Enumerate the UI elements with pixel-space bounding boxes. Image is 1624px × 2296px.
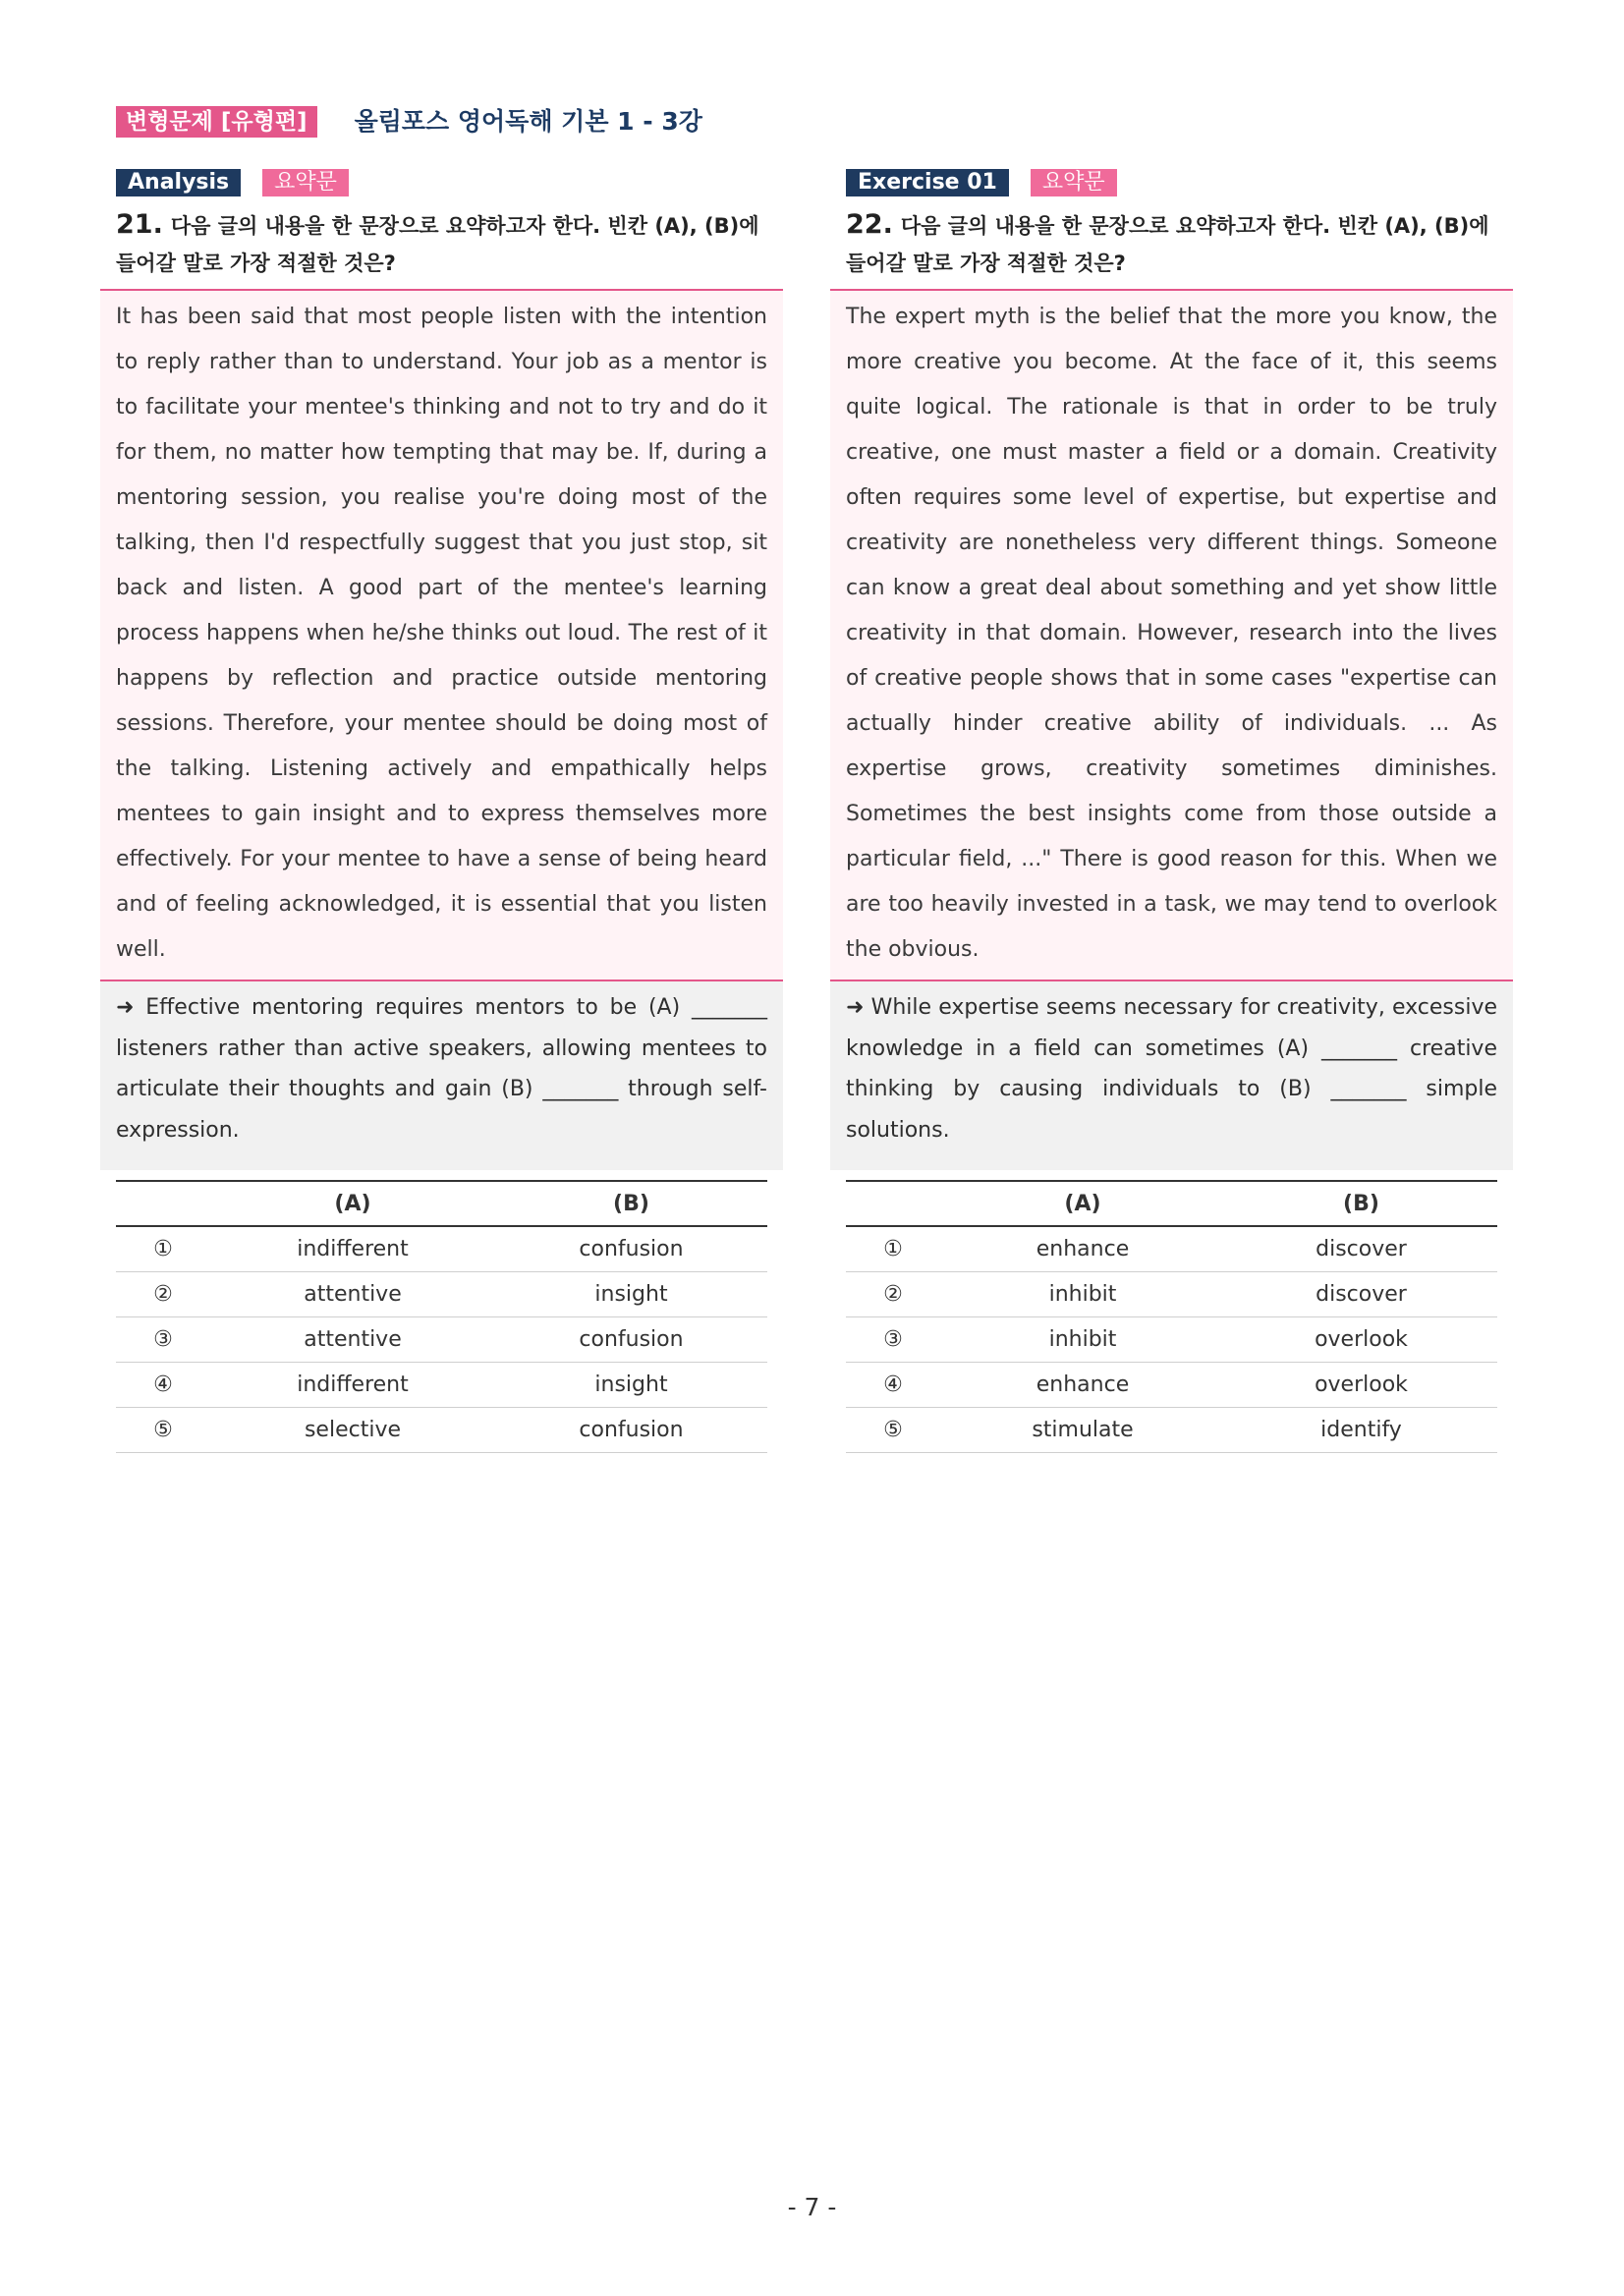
choice-b: insight: [495, 1272, 767, 1317]
header-cell: (B): [495, 1181, 767, 1226]
header-cell: (B): [1225, 1181, 1497, 1226]
choice-a: selective: [210, 1408, 495, 1453]
left-column: [100, 169, 783, 1453]
choice-a: enhance: [940, 1226, 1225, 1272]
choice-b: identify: [1225, 1408, 1497, 1453]
choice-b: overlook: [1225, 1317, 1497, 1363]
choice-row: [846, 1363, 1497, 1408]
choice-b: insight: [495, 1363, 767, 1408]
exercise-tag: Exercise 01: [846, 169, 1009, 196]
choice-a: attentive: [210, 1317, 495, 1363]
choice-number: ①: [116, 1226, 210, 1272]
choice-number: ①: [846, 1226, 940, 1272]
choice-b: confusion: [495, 1317, 767, 1363]
right-tags: [846, 169, 1513, 196]
choice-b: overlook: [1225, 1363, 1497, 1408]
question-22: [846, 206, 1497, 281]
choice-a: indifferent: [210, 1363, 495, 1408]
choice-number: ⑤: [116, 1408, 210, 1453]
left-tags: [116, 169, 783, 196]
choice-row: [846, 1317, 1497, 1363]
choice-number: ②: [846, 1272, 940, 1317]
answer-choices-table: [846, 1180, 1497, 1453]
choice-a: enhance: [940, 1363, 1225, 1408]
header-cell: [116, 1181, 210, 1226]
choice-row: [846, 1408, 1497, 1453]
choice-a: indifferent: [210, 1226, 495, 1272]
choice-b: discover: [1225, 1226, 1497, 1272]
choice-number: ②: [116, 1272, 210, 1317]
summary-type-tag: 요약문: [262, 169, 349, 196]
choice-b: confusion: [495, 1226, 767, 1272]
analysis-tag: Analysis: [116, 169, 241, 196]
choice-b: confusion: [495, 1408, 767, 1453]
choice-row: [846, 1272, 1497, 1317]
choice-number: ⑤: [846, 1408, 940, 1453]
header-cell: (A): [210, 1181, 495, 1226]
right-column: [830, 169, 1513, 1453]
summary-box: ➜ Effective mentoring requires mentors to be (A) _______ listeners rather than active speakers, allowing mentees to articulate their thoughts and gain (B) _______ through self-expression.: [100, 981, 783, 1170]
choice-number: ④: [116, 1363, 210, 1408]
choice-row: [116, 1408, 767, 1453]
choice-number: ③: [116, 1317, 210, 1363]
choice-row: [116, 1363, 767, 1408]
book-title: 올림포스 영어독해 기본 1 - 3강: [354, 107, 702, 136]
question-text: 다음 글의 내용을 한 문장으로 요약하고자 한다. 빈칸 (A), (B)에 들어갈 말로 가장 적절한 것은?: [846, 214, 1489, 275]
choice-number: ④: [846, 1363, 940, 1408]
table-header-row: [116, 1181, 767, 1226]
passage-text: It has been said that most people listen with the intention to reply rather than to understand. Your job as a mentor is to facilitate your mentee's thinking and not to try and do it for them, no matter how tempting that may be. If, during a mentoring session, you realise you're doing most of the talking, then I'd respectfully suggest that you just stop, sit back and listen. A good part of the mentee's learning process happens when he/she thinks out loud. The rest of it happens by reflection and practice outside mentoring sessions. Therefore, your mentee should be doing most of the talking. Listening actively and empathically helps mentees to gain insight and to express themselves more effectively. For your mentee to have a sense of being heard and of feeling acknowledged, it is essential that you listen well.: [116, 305, 767, 962]
choice-a: inhibit: [940, 1272, 1225, 1317]
summary-type-tag: 요약문: [1031, 169, 1117, 196]
header-cell: [846, 1181, 940, 1226]
section-badge: 변형문제 [유형편]: [116, 106, 317, 138]
question-21: [116, 206, 767, 281]
summary-box: ➜ While expertise seems necessary for creativity, excessive knowledge in a field can sometimes (A) _______ creative thinking by causing individuals to (B) _______ simple solutions.: [830, 981, 1513, 1170]
choice-row: [116, 1226, 767, 1272]
choice-a: attentive: [210, 1272, 495, 1317]
page-header: [116, 104, 702, 140]
choice-row: [116, 1317, 767, 1363]
choice-a: inhibit: [940, 1317, 1225, 1363]
question-number: 21.: [116, 209, 163, 240]
choice-b: discover: [1225, 1272, 1497, 1317]
passage-box: [100, 289, 783, 981]
choice-number: ③: [846, 1317, 940, 1363]
page-number: - 7 -: [787, 2193, 837, 2221]
answer-choices-table: [116, 1180, 767, 1453]
header-cell: (A): [940, 1181, 1225, 1226]
choice-row: [846, 1226, 1497, 1272]
passage-text: The expert myth is the belief that the more you know, the more creative you become. At the face of it, this seems quite logical. The rationale is that in order to be truly creative, one must master a field or a domain. Creativity often requires some level of expertise, but expertise and creativity are nonetheless very different things. Someone can know a great deal about something and yet show little creativity in that domain. However, research into the lives of creative people shows that in some cases "expertise can actually hinder creative ability of individuals. ... As expertise grows, creativity sometimes diminishes. Sometimes the best insights come from those outside a particular field, ..." There is good reason for this. When we are too heavily invested in a task, we may tend to overlook the obvious.: [846, 305, 1497, 962]
choice-row: [116, 1272, 767, 1317]
question-number: 22.: [846, 209, 893, 240]
table-header-row: [846, 1181, 1497, 1226]
choice-a: stimulate: [940, 1408, 1225, 1453]
passage-box: [830, 289, 1513, 981]
question-text: 다음 글의 내용을 한 문장으로 요약하고자 한다. 빈칸 (A), (B)에 들어갈 말로 가장 적절한 것은?: [116, 214, 759, 275]
